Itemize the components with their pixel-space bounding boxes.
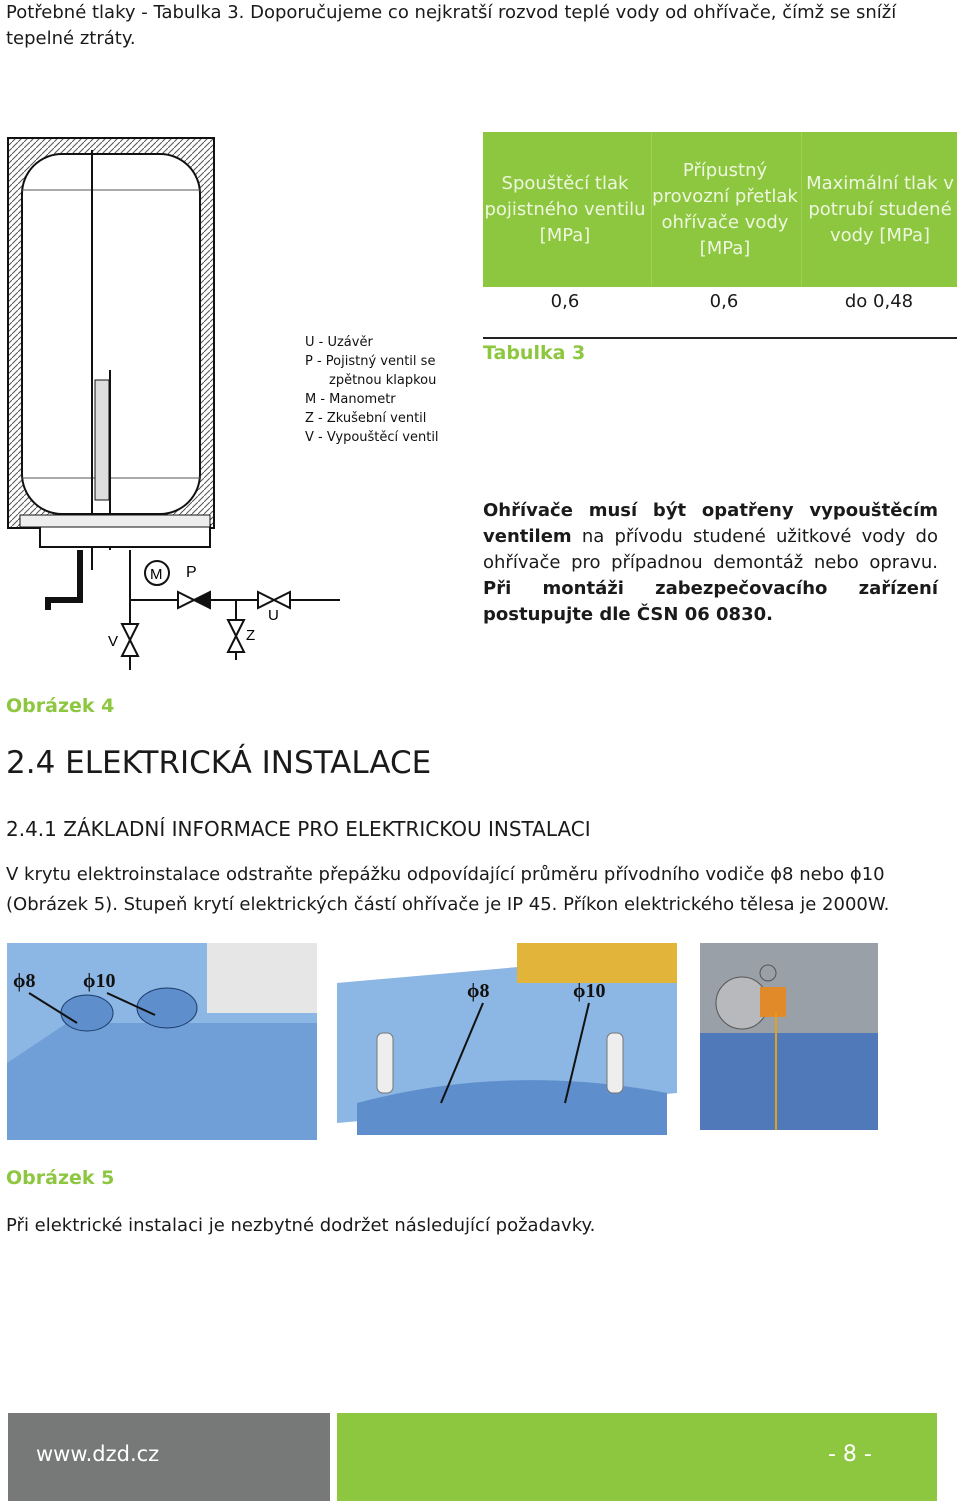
figure4-caption: Obrázek 4: [6, 695, 115, 717]
label-z: Z: [246, 627, 256, 644]
table-cell: 0,6: [550, 291, 580, 312]
table-cell: 0,6: [709, 291, 739, 312]
table-caption: Tabulka 3: [483, 342, 586, 364]
paragraph-2: Při elektrické instalaci je nezbytné dodržet následující požadavky.: [6, 1215, 596, 1236]
label-phi8: ϕ8: [467, 980, 490, 1002]
installation-note: [483, 498, 938, 628]
section-title: 2.4 ELEKTRICKÁ INSTALACE: [6, 745, 432, 781]
legend-u: U - Uzávěr: [305, 335, 373, 350]
note-bold-end: Při montáži zabezpečovacího zařízení postupujte dle ČSN 06 0830.: [483, 578, 938, 625]
note-normal: na přívodu studené užitkové vody do ohřívače pro případnou demontáž nebo opravu.: [483, 526, 938, 573]
intro-text: Potřebné tlaky - Tabulka 3. Doporučujeme co nejkratší rozvod teplé vody od ohřívače, čímž se sníží tepelné ztráty.: [6, 2, 897, 49]
legend-m: M - Manometr: [305, 392, 396, 407]
label-phi8: ϕ8: [13, 970, 36, 992]
label-m: M: [150, 566, 163, 583]
label-phi10: ϕ10: [83, 970, 116, 992]
note-bold-start: Ohřívače musí být opatřeny vypouštěcím ventilem: [483, 500, 938, 547]
legend-v: V - Vypouštěcí ventil: [305, 430, 439, 445]
page-number: - 8 -: [828, 1442, 872, 1467]
paragraph: V krytu elektroinstalace odstraňte přepážku odpovídající průměru přívodního vodiče ϕ8 nebo ϕ10 (Obrázek 5). Stupeň krytí elektrických částí ohřívače je IP 45. Příkon elektrického tělesa je 2000W.: [6, 864, 890, 915]
photo-heater-detail: [700, 943, 878, 1130]
table-header-cell: Spouštěcí tlak pojistného ventilu [MPa]: [484, 172, 646, 246]
legend-z: Z - Zkušební ventil: [305, 411, 427, 426]
diagram-legend: [305, 333, 439, 447]
photo-cable-entry-1: [7, 943, 317, 1140]
subsection-title: 2.4.1 ZÁKLADNÍ INFORMACE PRO ELEKTRICKOU INSTALACI: [6, 817, 591, 841]
label-p: P: [186, 564, 197, 581]
table-cell: do 0,48: [844, 291, 914, 312]
table-header-cell: Přípustný provozní přetlak ohřívače vody [MPa]: [651, 132, 798, 287]
label-u: U: [268, 607, 279, 624]
pressure-table-header: [483, 132, 957, 287]
table-header-cell: Maximální tlak v potrubí studené vody [MPa]: [801, 132, 958, 287]
photo-cable-entry-2: [337, 943, 677, 1135]
label-phi10: ϕ10: [573, 980, 606, 1002]
legend-p-cont: zpětnou klapkou: [329, 373, 437, 388]
label-v: V: [108, 633, 119, 650]
figure5-caption: Obrázek 5: [6, 1167, 115, 1189]
footer-url-link[interactable]: www.dzd.cz: [36, 1442, 160, 1466]
table-divider: [483, 337, 957, 339]
legend-p: P - Pojistný ventil se: [305, 354, 436, 369]
